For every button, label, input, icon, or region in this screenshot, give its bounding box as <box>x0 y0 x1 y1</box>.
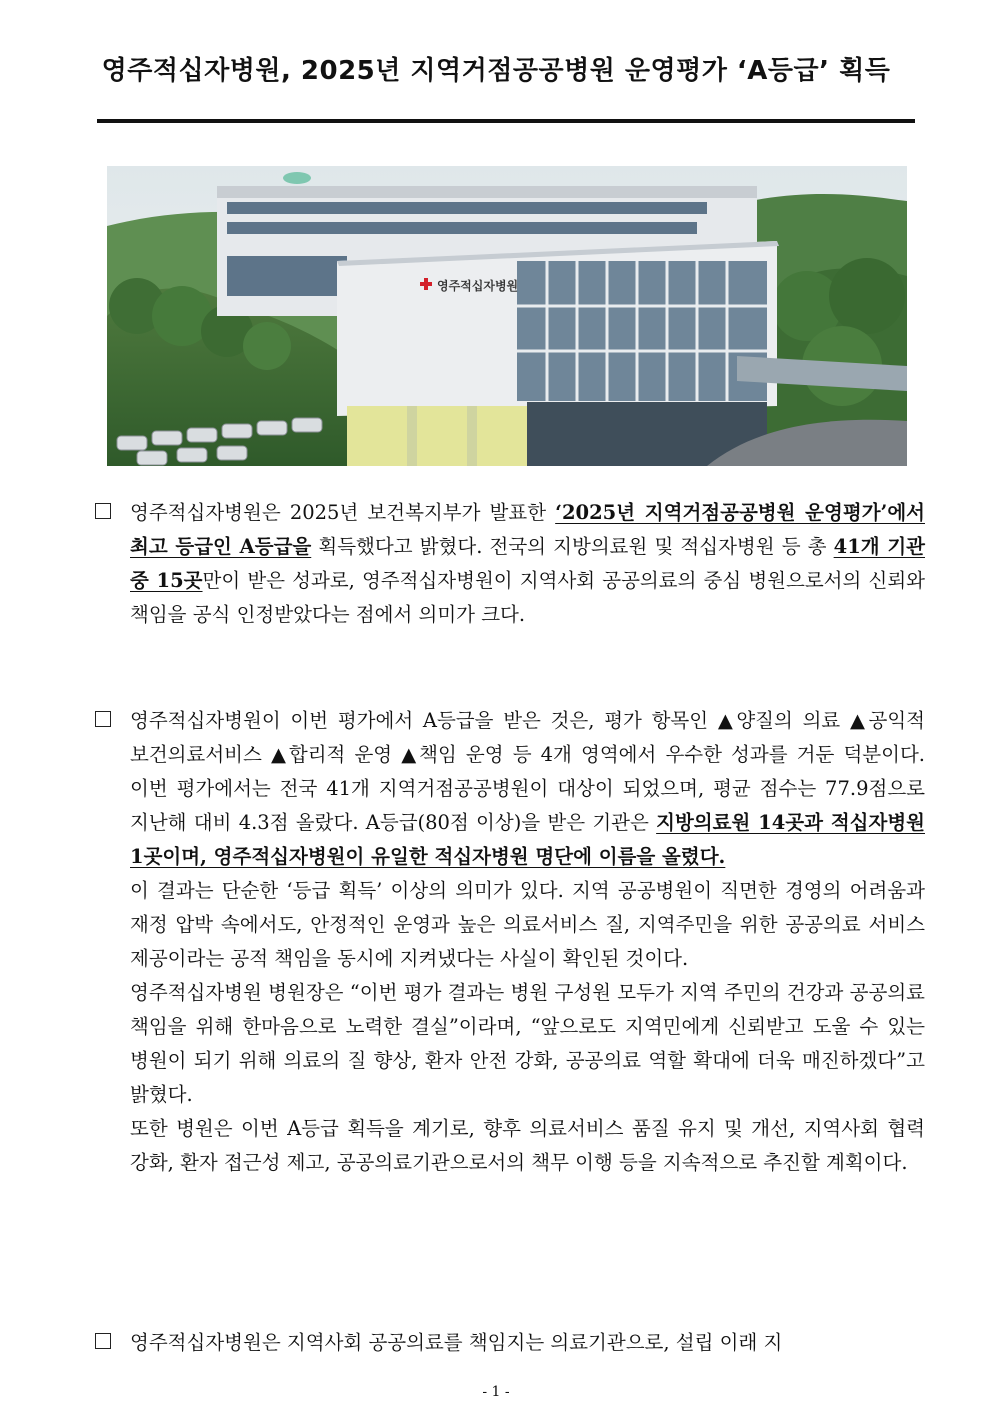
hospital-photo <box>107 166 907 466</box>
text-run: 획득했다고 밝혔다. 전국의 지방의료원 및 적십자병원 등 총 <box>311 535 834 558</box>
checkbox-icon <box>95 503 111 519</box>
paragraph-result: 이 결과는 단순한 ‘등급 획득’ 이상의 의미가 있다. 지역 공공병원이 직면한 경영의 어려움과 재정 압박 속에서도, 안정적인 운영과 높은 의료서비스 질, 지역주민을 위한 공공의료 서비스 제공이라는 공적 책임을 동시에 지켜냈다는 사실이 확인된 것이다. <box>130 879 925 970</box>
section-3-text <box>130 1326 925 1360</box>
building-sign: 영주적십자병원 <box>437 279 519 293</box>
paragraph-plan: 또한 병원은 이번 A등급 획득을 계기로, 향후 의료서비스 품질 유지 및 개선, 지역사회 협력 강화, 환자 접근성 제고, 공공의료기관으로서의 책무 이행 등을 지속적으로 추진할 계획이다. <box>130 1117 925 1174</box>
section-2 <box>95 704 925 1180</box>
section-3 <box>95 1326 925 1360</box>
title-divider <box>97 119 915 123</box>
checkbox-icon <box>95 711 111 727</box>
section-1-text <box>130 496 925 632</box>
highlight-text: ‘2025년 지역거점공공병원 운영평가’에서 최고 등급인 A등급을 <box>130 501 925 558</box>
section-1 <box>95 496 925 632</box>
checkbox-icon <box>95 1333 111 1349</box>
paragraph-quote: 영주적십자병원 병원장은 “이번 평가 결과는 병원 구성원 모두가 지역 주민의 건강과 공공의료 책임을 위해 한마음으로 노력한 결실”이라며, “앞으로도 지역민에게 신뢰받고 도울 수 있는 병원이 되기 위해 의료의 질 향상, 환자 안전 강화, 공공의료 역할 확대에 더욱 매진하겠다”고 밝혔다. <box>130 981 925 1106</box>
text-run: 영주적십자병원은 지역사회 공공의료를 책임지는 의료기관으로, 설립 이래 지 <box>130 1331 783 1354</box>
highlight-text: 41개 기관 중 15곳 <box>130 535 925 592</box>
page-title: 영주적십자병원, 2025년 지역거점공공병원 운영평가 ‘A등급’ 획득 <box>101 56 891 86</box>
text-run: 영주적십자병원이 이번 평가에서 A등급을 받은 것은, 평가 항목인 ▲양질의 의료 ▲공익적 보건의료서비스 ▲합리적 운영 ▲책임 운영 등 4개 영역에서 우수한 성과를 거둔 덕분이다. 이번 평가에서는 전국 41개 지역거점공공병원이 대상이 되었으며, 평균 점수는 77.9점으로 지난해 대비 4.3점 올랐다. A등급(80점 이상)을 받은 기관은 <box>130 709 925 834</box>
text-run: 만이 받은 성과로, 영주적십자병원이 지역사회 공공의료의 중심 병원으로서의 신뢰와 책임을 공식 인정받았다는 점에서 의미가 크다. <box>130 569 925 626</box>
section-2-text <box>130 704 925 1180</box>
highlight-text: 지방의료원 14곳과 적십자병원 1곳이며, 영주적십자병원이 유일한 적십자병원 명단에 이름을 올렸다. <box>130 811 925 868</box>
text-run: 영주적십자병원은 2025년 보건복지부가 발표한 <box>130 501 556 524</box>
page-number: - 1 - <box>482 1384 510 1400</box>
